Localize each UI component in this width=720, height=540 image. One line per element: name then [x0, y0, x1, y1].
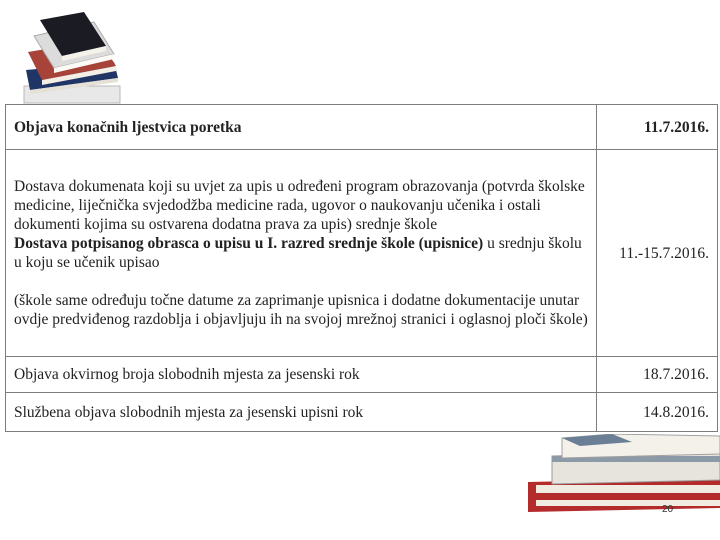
row-date: 14.8.2016. [597, 393, 718, 432]
table-row [6, 105, 718, 150]
row-description [6, 150, 597, 357]
table-row [6, 357, 718, 393]
table-row [6, 393, 718, 432]
signed-form-rest-text: u srednju školu u koju se učenik upisao [14, 235, 582, 271]
row-date: 18.7.2016. [597, 357, 718, 393]
schools-note-text: (škole same određuju točne datume za zaprimanje upisnica i dodatne dokumentacije unutar ovdje predviđenog razdoblja i objavljuju ih na svojoj mrežnoj stranici i oglasnoj ploči škole) [14, 292, 588, 328]
table-row [6, 150, 718, 357]
book-stack-illustration-bottom [522, 434, 720, 514]
signed-form-bold-text: Dostava potpisanog obrasca o upisu u I. razred srednje škole (upisnice) [14, 235, 484, 252]
documents-delivery-text: Dostava dokumenata koji su uvjet za upis u određeni program obrazovanja (potvrda školske medicine, liječnička svjedodžba medicine rada, ugovor o naukovanju učenika i ostali dokumenti kojima su ostvarena dodatna prava za upis) srednje škole [14, 178, 585, 233]
enrollment-schedule-table [5, 104, 718, 432]
row-description: Službena objava slobodnih mjesta za jesenski upisni rok [6, 393, 597, 432]
slide-page-number: 20 [662, 504, 674, 515]
signed-form-delivery-text [14, 234, 588, 272]
book-stack-illustration-top [22, 10, 132, 105]
row-date: 11.7.2016. [597, 105, 718, 150]
row-description: Objava konačnih ljestvica poretka [6, 105, 597, 150]
row-date: 11.-15.7.2016. [597, 150, 718, 357]
paragraph-gap [14, 272, 588, 291]
row-description: Objava okvirnog broja slobodnih mjesta za jesenski rok [6, 357, 597, 393]
